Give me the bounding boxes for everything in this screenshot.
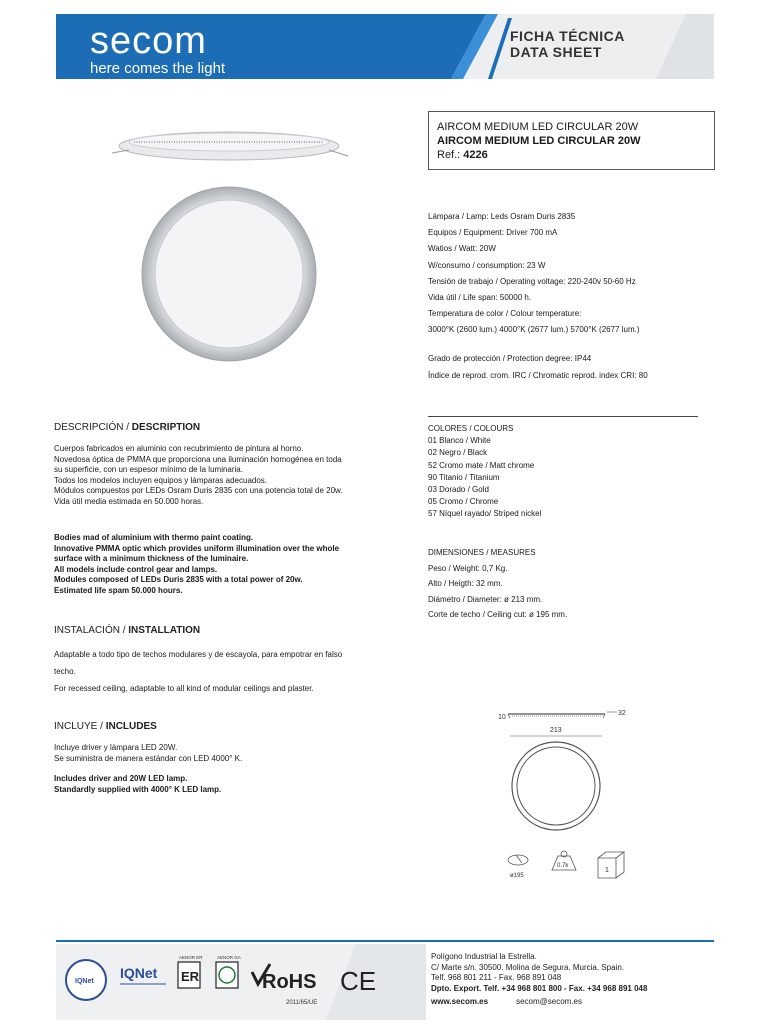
text-line: Adaptable a todo tipo de techos modulares y de escayola, para empotrar en falso: [54, 650, 343, 659]
company-address: [431, 952, 647, 1008]
colour-item: 57 Níquel rayado/ Striped nickel: [428, 509, 542, 519]
colour-item: 01 Blanco / White: [428, 436, 491, 446]
product-front-view: [140, 185, 318, 363]
colours-title: COLORES / COLOURS: [428, 424, 514, 433]
colour-item: 52 Cromo mate / Matt chrome: [428, 460, 535, 470]
colour-item: 02 Negro / Black: [428, 448, 488, 458]
spec-colour-temp-label: Temperatura de color / Colour temperature:: [428, 309, 582, 319]
spec-lamp: Lámpara / Lamp: Leds Osram Duris 2835: [428, 212, 576, 221]
text-line: Incluye driver y lámpara LED 20W.: [54, 743, 178, 752]
footer: [56, 940, 714, 1020]
ce-mark: CE: [340, 966, 377, 996]
address-line-export: Dpto. Export. Telf. +34 968 801 800 - Fax. +34 968 891 048: [431, 983, 648, 993]
text-line: For recessed ceiling, adaptable to all kind of modular ceilings and plaster.: [54, 684, 314, 693]
text-line: Cuerpos fabricados en aluminio con recubrimiento de pintura al horno.: [54, 444, 304, 453]
spec-voltage: Tensión de trabajo / Operating voltage: 220-240v 50-60 Hz: [428, 276, 636, 286]
doc-type-es: FICHA TÉCNICA: [510, 28, 625, 44]
svg-text:IQNet: IQNet: [75, 978, 94, 985]
dim-10-label: 10: [498, 714, 506, 721]
text-line: Todos los modelos incluyen equipos y lámparas adecuados.: [54, 475, 268, 485]
website-link[interactable]: www.secom.es: [431, 997, 489, 1007]
spec-protection: Grado de protección / Protection degree: IP44: [428, 354, 592, 363]
qty-label: 1: [605, 867, 609, 874]
address-line: Polígono Industrial la Estrella.: [431, 952, 537, 961]
brand-logo: secom: [90, 20, 207, 62]
text-line: Vida útil media estimada en 50.000 horas.: [54, 496, 204, 506]
doc-type-en: DATA SHEET: [510, 44, 602, 60]
spec-watt: Watios / Watt: 20W: [428, 244, 496, 254]
includes-es: [54, 743, 406, 764]
aenor-ga-label: AENOR GA: [217, 955, 241, 960]
spec-consumption: W/consumo / consumption: 23 W: [428, 260, 546, 270]
text-line: Bodies mad of aluminium with thermo paint coating.: [54, 533, 254, 542]
dimensions-list: [428, 545, 728, 623]
includes-title-en: INCLUDES: [105, 721, 157, 732]
product-ref: [429, 148, 714, 162]
includes-title: [54, 721, 157, 732]
colour-item: 03 Dorado / Gold: [428, 485, 489, 495]
brand-tagline: here comes the light: [90, 60, 226, 77]
cut-label: ø195: [510, 873, 524, 879]
text-line: surface with a minimum thickness of the luminaire.: [54, 554, 249, 564]
weight-label: 0.7k: [557, 863, 569, 869]
includes-title-es: INCLUYE /: [54, 721, 106, 732]
dimensions-title: DIMENSIONES / MEASURES: [428, 548, 536, 557]
spec-colour-temp-values: 3000°K (2600 lum.) 4000°K (2677 lum.) 5700°K (2677 lum.): [428, 325, 640, 335]
text-line: Novedosa óptica de PMMA que proporciona una iluminación homogénea en toda: [54, 454, 342, 464]
dim-213-label: 213: [550, 727, 562, 734]
colours-list: [428, 423, 728, 521]
text-line: Se suministra de manera estándar con LED 4000° K.: [54, 753, 243, 763]
product-side-view: [104, 120, 354, 170]
colour-item: 05 Cromo / Chrome: [428, 497, 499, 507]
spec-list-2: [428, 350, 748, 384]
description-title-es: DESCRIPCIÓN /: [54, 422, 132, 433]
dimension-item: Diámetro / Diameter: ø 213 mm.: [428, 594, 543, 604]
product-title-box: [428, 111, 715, 170]
address-line: Telf. 968 801 211 - Fax. 968 891 048: [431, 973, 562, 983]
spec-life-span: Vida útil / Life span: 50000 h.: [428, 293, 532, 303]
spec-equipment: Equipos / Equipment: Driver 700 mA: [428, 228, 558, 238]
iqnet-logo: IQNet: [120, 965, 158, 981]
divider: [428, 416, 698, 417]
installation-title-en: INSTALLATION: [128, 625, 201, 636]
description-en: [54, 533, 406, 597]
ref-label: Ref.:: [437, 149, 461, 161]
header-banner: [56, 14, 714, 79]
svg-text:ER: ER: [181, 969, 200, 984]
rohs-ref: 2011/65/UE: [286, 1000, 318, 1006]
text-line: Módulos compuestos por LEDs Osram Duris 2835 con una potencia total de 20w.: [54, 486, 343, 496]
text-line: Innovative PMMA optic which provides uniform illumination over the whole: [54, 543, 340, 553]
ref-value: 4226: [463, 149, 488, 161]
colour-item: 90 Titanio / Titanium: [428, 472, 500, 482]
text-line: su superficie, con un espesor mínimo de la luminaria.: [54, 465, 243, 475]
spec-cri: Índice de reprod. crom. IRC / Chromatic reprod. index CRI: 80: [428, 371, 648, 380]
text-line: techo.: [54, 667, 76, 676]
installation-title-es: INSTALACIÓN /: [54, 625, 129, 636]
text-line: All models include control gear and lamps.: [54, 564, 218, 574]
dim-32-label: 32: [618, 710, 626, 717]
email-link[interactable]: secom@secom.es: [516, 997, 582, 1007]
product-name-es: AIRCOM MEDIUM LED CIRCULAR 20W: [437, 121, 639, 133]
product-name-en: AIRCOM MEDIUM LED CIRCULAR 20W: [437, 135, 641, 147]
description-title-en: DESCRIPTION: [131, 422, 201, 433]
footer-rule: [56, 940, 714, 942]
spec-list: [428, 209, 748, 339]
text-line: Standardly supplied with 4000° K LED lamp.: [54, 784, 222, 794]
text-line: Modules composed of LEDs Duris 2835 with a total power of 20w.: [54, 575, 303, 585]
installation-title: [54, 625, 200, 636]
description-title: [54, 422, 200, 433]
dimension-item: Peso / Weight: 0,7 Kg.: [428, 563, 508, 573]
installation-text: [54, 646, 406, 697]
certification-logos: [56, 944, 426, 1020]
dimension-item: Alto / Heigth: 32 mm.: [428, 579, 503, 588]
aenor-er-label: AENOR ER: [179, 955, 203, 960]
rohs-logo: RoHS: [262, 971, 317, 993]
technical-drawing: [490, 700, 640, 890]
includes-en: [54, 774, 406, 795]
description-es: [54, 444, 406, 508]
text-line: Includes driver and 20W LED lamp.: [54, 774, 188, 783]
dimension-item: Corte de techo / Ceiling cut: ø 195 mm.: [428, 610, 568, 619]
address-line: C/ Marte s/n. 30500. Molina de Segura. Murcia. Spain.: [431, 962, 624, 972]
text-line: Estimated life spam 50.000 hours.: [54, 585, 183, 595]
